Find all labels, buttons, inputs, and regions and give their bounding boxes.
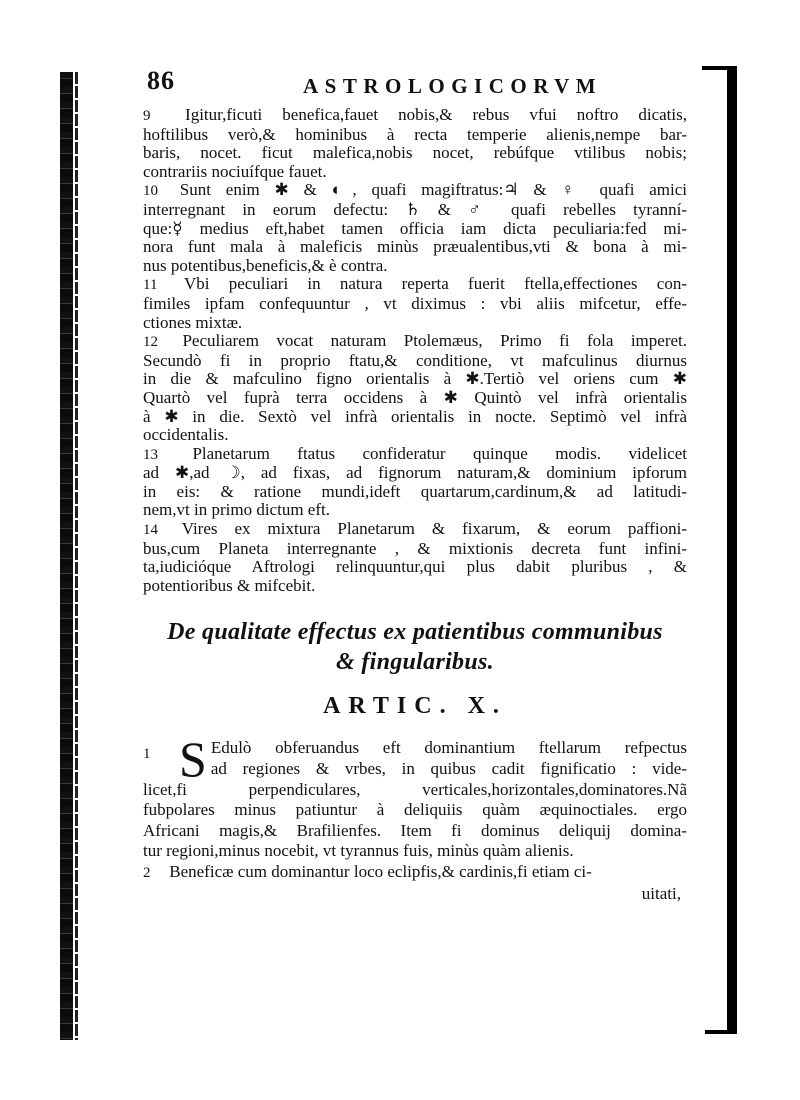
line-text: potentioribus & mifcebit. [143,575,316,595]
paragraph [143,275,687,332]
binding-gutter-left-edge [75,72,78,1040]
text-line [143,408,687,427]
paragraph-number: 11 [143,277,158,294]
text-line [143,220,687,239]
line-text: baris, nocet. ficut malefica,nobis nocet, rebúfque vtilibus nobis; [143,143,687,163]
text-line [143,780,687,801]
line-text: nora funt mala à maleficis minùs præualentibus,vti & bona à mi- [143,237,687,257]
paragraph-number: 13 [143,446,158,463]
text-line [143,558,687,577]
page-edge-right [727,66,737,1034]
line-text: à ✱ in die. Sextò vel infrà orientalis in nocte. Septimò vel infrà [143,406,687,426]
paragraph-number: 10 [143,183,158,200]
line-text: Vires ex mixtura Planetarum & fixarum, & eorum paffioni- [181,519,687,539]
line-text: occidentalis. [143,425,229,445]
text-line [143,821,687,842]
paragraph-number: 9 [143,108,151,124]
page-header [143,66,687,106]
paragraph [143,332,687,445]
text-line [143,181,687,201]
line-text: Edulò obferuandus eft dominantium ftellarum refpectus [210,738,687,758]
paragraph-number: 14 [143,522,158,539]
text-line [143,275,687,295]
line-text: bus,cum Planeta interregnante , & mixtionis decreta funt infini- [143,538,687,558]
section-heading-line-2: & fingularibus. [336,649,494,676]
line-text: que:☿ medius eft,habet tamen officia iam dicta peculiaria:fed mi- [143,218,687,238]
text-line [143,201,687,220]
line-text: fubpolares minus patiuntur à deliquiis quàm æquinoctiales. ergo [143,800,687,820]
book-page [143,66,687,904]
line-text: contrariis nociuífque fauet. [143,161,327,181]
text-line [143,144,687,163]
text-line [143,314,687,333]
paragraph-number: 2 [143,865,151,881]
article-paragraphs [143,731,687,883]
line-text: nus potentibus,beneficis,& è contra. [143,255,388,275]
text-line [143,800,687,821]
text-line [143,426,687,445]
article-number: ARTIC. X. [323,693,507,720]
paragraph [143,181,687,275]
line-text: in die & mafculino figno orientalis à ✱.Tertiò vel oriens cum ✱ [143,369,687,389]
line-text: licet,fi perpendiculares, verticales,horizontales,dominatores.Nã [143,779,687,799]
line-text: fimiles ipfam confequuntur , vt diximus : vbi aliis mifcetur, effe- [143,293,687,313]
text-line [143,862,687,884]
page-number: 86 [147,66,175,95]
line-text: Beneficæ cum dominantur loco eclipfis,& cardinis,fi etiam ci- [169,862,592,881]
text-line [143,841,687,862]
line-text: Secundò fi in proprio ftatu,& conditione, vt mafculinus diurnus [143,350,687,370]
line-text: Quartò vel fuprà terra occidens à ✱ Quintò vel infrà orientalis [143,387,687,407]
paragraph [143,862,687,884]
line-text: tur regioni,minus nocebit, vt tyrannus fuis, minùs quàm alienis. [143,841,574,861]
line-text: Planetarum ftatus confideratur quinque modis. videlicet [192,443,687,463]
line-text: hoftilibus verò,& hominibus à recta temperie alienis,nempe bar- [143,124,687,144]
line-text: Vbi peculiari in natura reperta fuerit ftella,effectiones con- [183,274,687,294]
running-title: ASTROLOGICORVM [303,74,603,98]
line-text: ad ✱,ad ☽, ad fixas, ad fignorum naturam,& dominium ipforum [143,463,687,483]
line-text: nem,vt in primo dictum eft. [143,500,330,520]
text-line [143,352,687,371]
paragraph [143,106,687,181]
text-line [143,163,687,182]
aphorisms [143,106,687,595]
section-heading-line-1: De qualitate effectus ex patientibus communibus [167,619,663,646]
line-text: Africani magis,& Brafilienfes. Item fi dominus deliquij domina- [143,820,687,840]
text-line [143,257,687,276]
page-edge-bottom [705,1030,732,1034]
line-text: Sunt enim ✱ & ◐, quafi magiftratus:♃ & ♀ quafi amici [179,180,687,200]
line-text: interregnant in eorum defectu: ♄ & ♂ quafi rebelles tyranní- [143,199,687,219]
text-line [143,540,687,559]
line-text: ctiones mixtæ. [143,312,243,332]
line-text: Peculiarem vocat naturam Ptolemæus, Primo fi fola imperet. [182,331,687,351]
text-line [143,126,687,145]
paragraph [143,445,687,520]
paragraph-number: 12 [143,334,158,351]
text-line [143,759,687,780]
paragraph [143,520,687,595]
drop-capital: S [179,731,207,788]
binding-gutter-left [60,72,73,1040]
paragraph [143,731,687,862]
text-line [143,464,687,483]
text-line [143,295,687,314]
text-line [143,520,687,540]
section-heading [143,617,687,677]
text-line [143,483,687,502]
text-line [143,577,687,596]
text-line [143,738,687,759]
text-line [143,501,687,520]
line-text: Igitur,ficuti benefica,fauet nobis,& rebus vfui noftro dicatis, [185,105,687,124]
line-text: ad regiones & vrbes, in quibus cadit fignificatio : vide- [210,759,687,779]
text-line [143,370,687,389]
line-text: ta,iudicióque Aftrologi relinquuntur,qui plus dabit pluribus , & [143,557,687,577]
line-text: in eis: & ratione mundi,ideft quartarum,cardinum,& ad latitudi- [143,481,687,501]
text-line [143,445,687,465]
text-line [143,238,687,257]
text-line [143,389,687,408]
paragraph-number: 1 [143,746,151,763]
text-line [143,106,687,126]
text-line [143,332,687,352]
catchword: uitati, [641,883,681,903]
